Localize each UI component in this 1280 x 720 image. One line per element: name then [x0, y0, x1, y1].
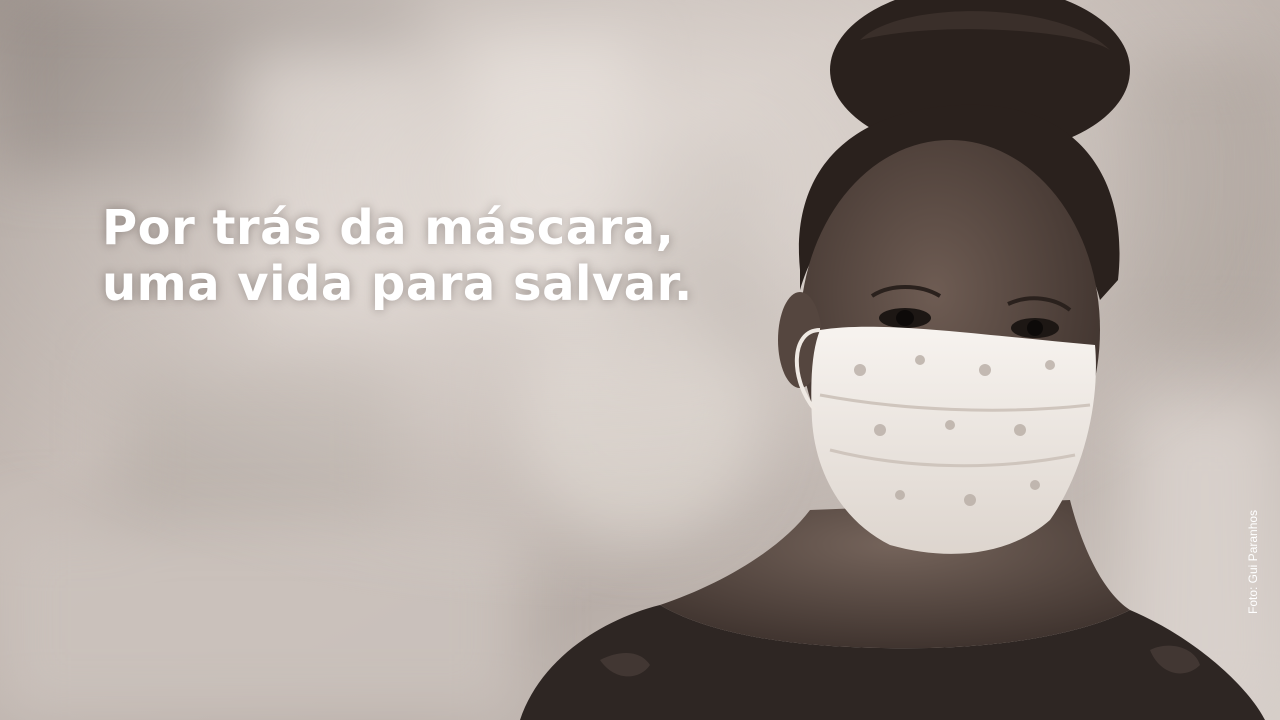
- headline-line-1: Por trás da máscara,: [102, 200, 675, 256]
- headline-line-2: uma vida para salvar.: [102, 256, 693, 312]
- photo-credit: Foto: Gui Paranhos: [1246, 509, 1260, 614]
- campaign-headline: [102, 200, 693, 312]
